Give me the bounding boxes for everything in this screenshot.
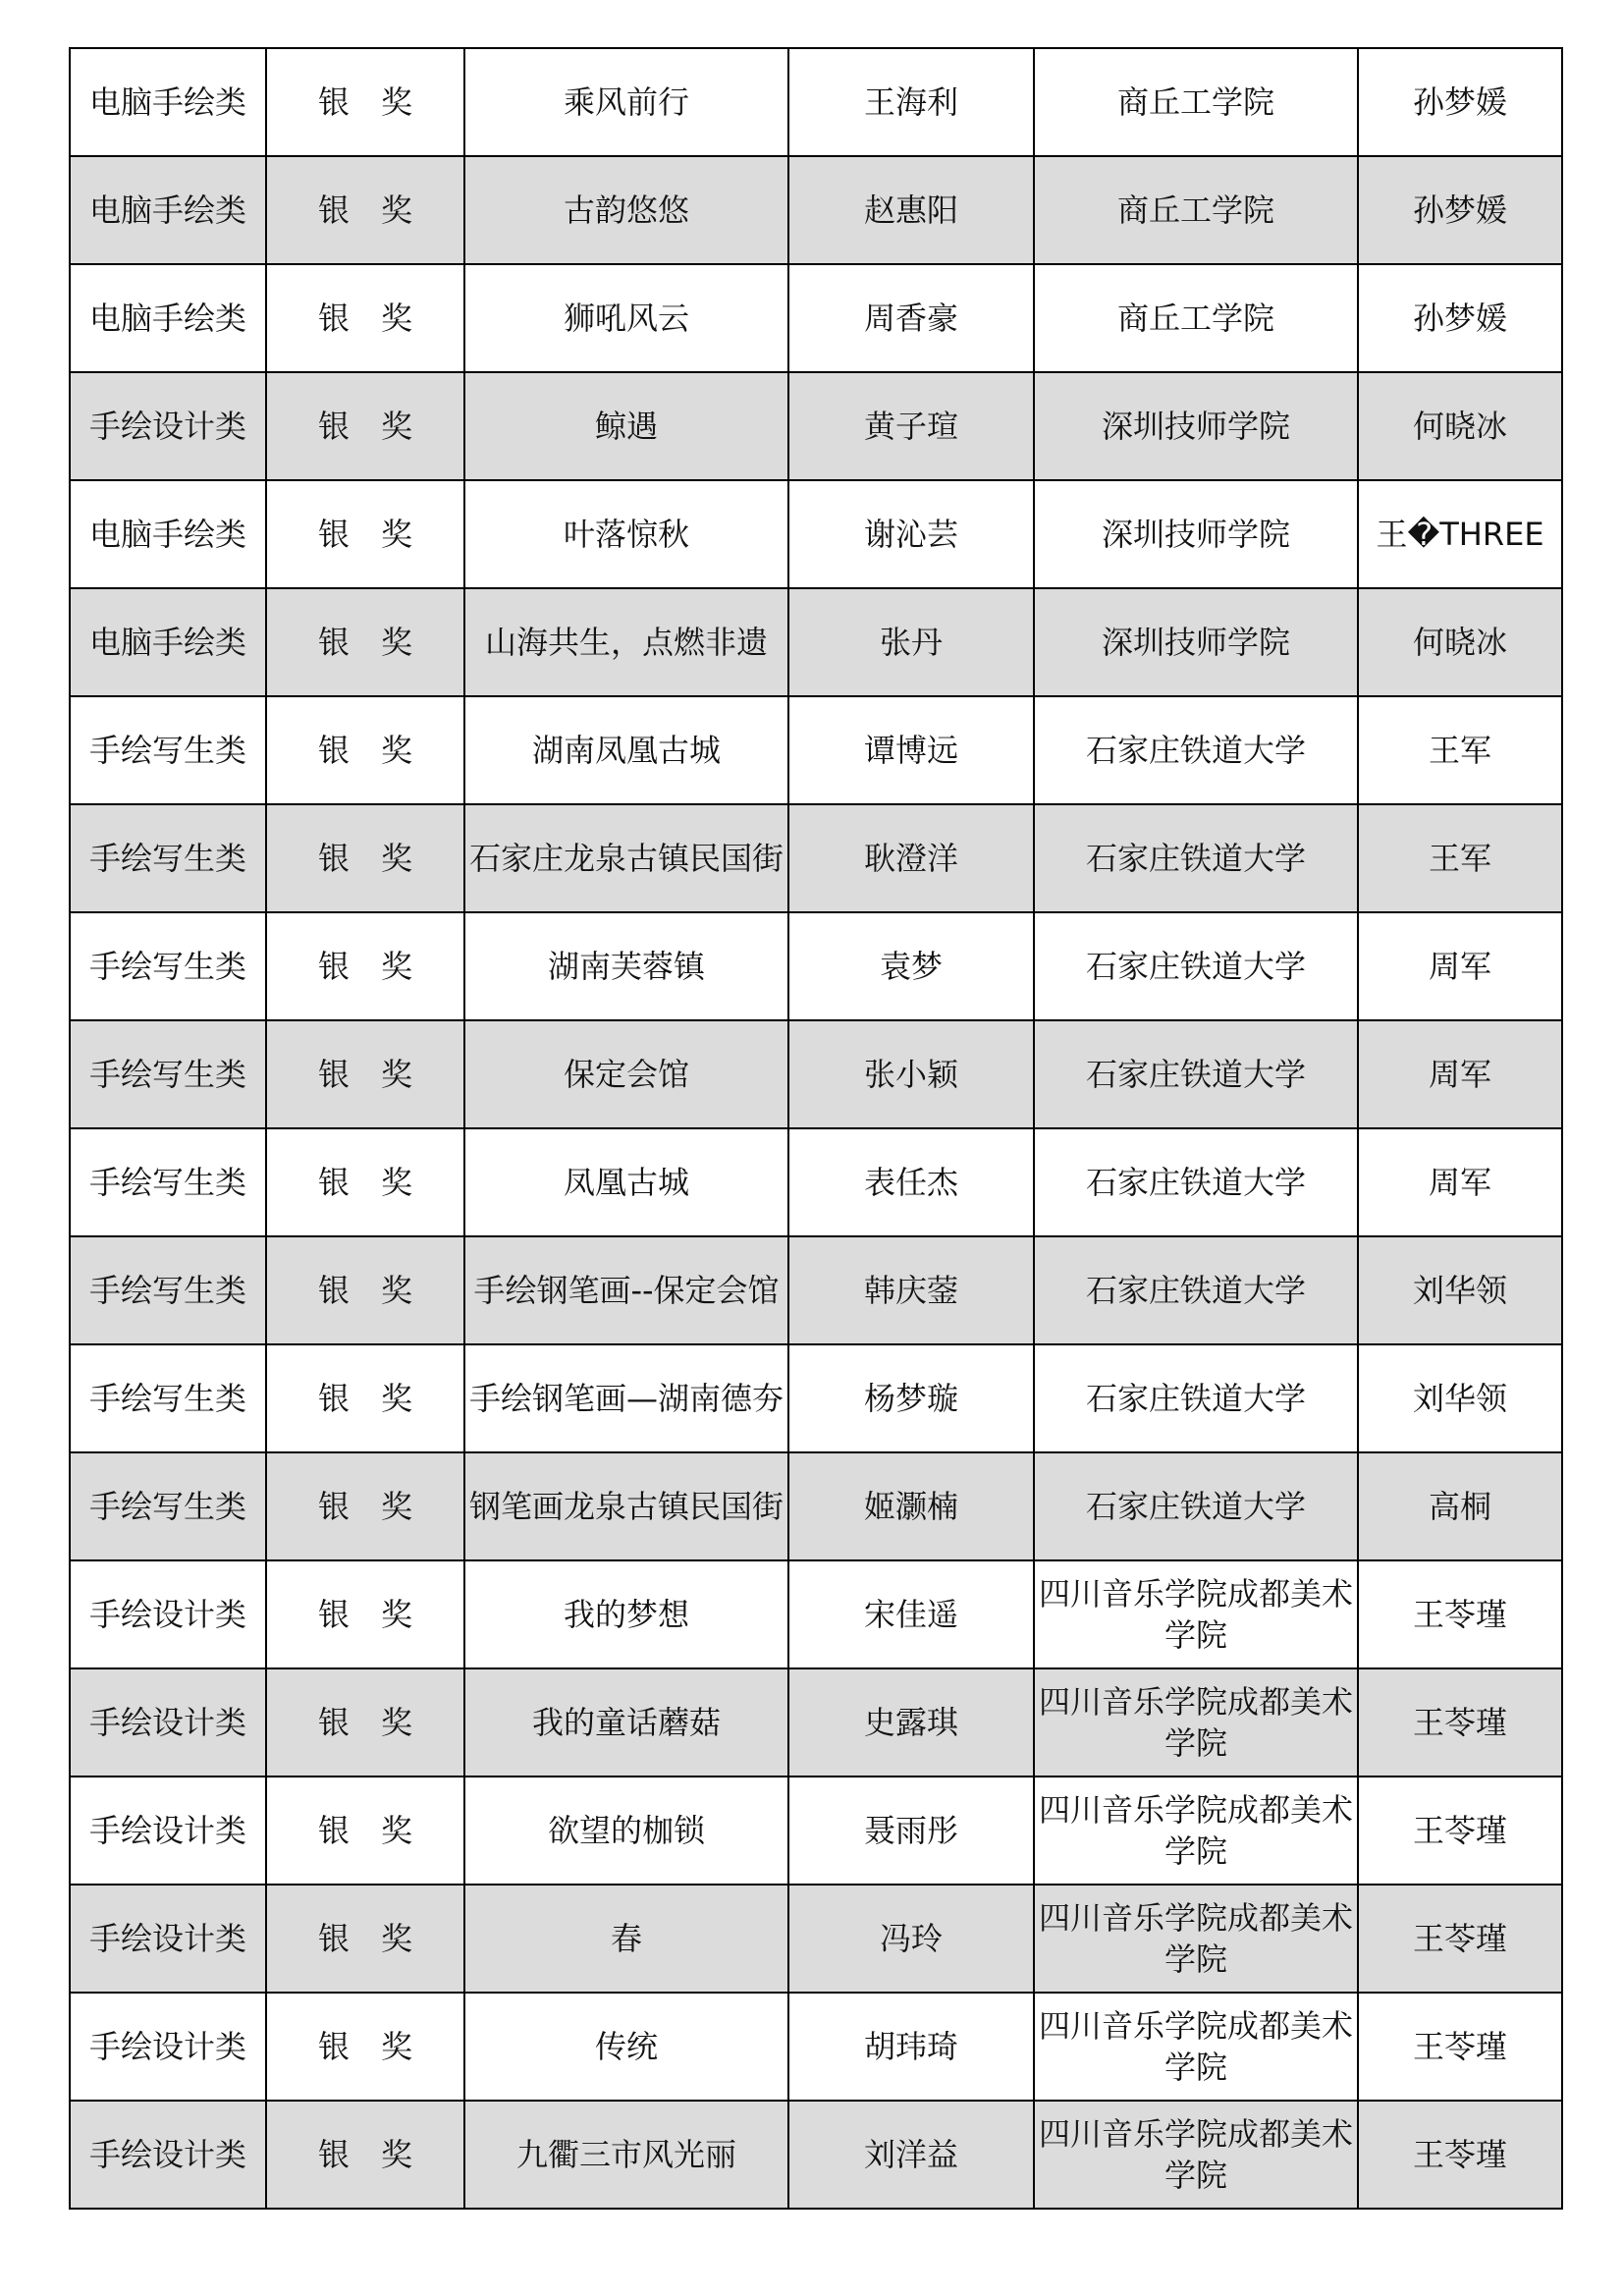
category-cell: 手绘设计类	[70, 1560, 266, 1668]
award-cell: 银 奖	[266, 1777, 464, 1885]
table-row	[70, 372, 1562, 480]
award-cell: 银 奖	[266, 1668, 464, 1777]
work-title-cell: 我的梦想	[464, 1560, 788, 1668]
author-cell: 谭博远	[788, 696, 1034, 804]
award-cell: 银 奖	[266, 372, 464, 480]
author-cell: 谢沁芸	[788, 480, 1034, 588]
award-cell: 银 奖	[266, 1236, 464, 1344]
award-cell: 银 奖	[266, 1560, 464, 1668]
advisor-cell: 何晓冰	[1358, 372, 1562, 480]
work-title-cell: 欲望的枷锁	[464, 1777, 788, 1885]
school-cell: 石家庄铁道大学	[1034, 1020, 1358, 1128]
table-row	[70, 1020, 1562, 1128]
advisor-cell: 王苓瑾	[1358, 2101, 1562, 2209]
award-cell: 银 奖	[266, 480, 464, 588]
award-cell: 银 奖	[266, 696, 464, 804]
table-row	[70, 804, 1562, 912]
work-title-cell: 手绘钢笔画--保定会馆	[464, 1236, 788, 1344]
advisor-cell: 刘华领	[1358, 1344, 1562, 1452]
author-cell: 张丹	[788, 588, 1034, 696]
author-cell: 刘洋益	[788, 2101, 1034, 2209]
advisor-cell: 王�THREE	[1358, 480, 1562, 588]
advisor-cell: 孙梦媛	[1358, 156, 1562, 264]
school-cell: 石家庄铁道大学	[1034, 1236, 1358, 1344]
table-row	[70, 1236, 1562, 1344]
advisor-cell: 周军	[1358, 1128, 1562, 1236]
advisor-cell: 王苓瑾	[1358, 1777, 1562, 1885]
school-cell: 商丘工学院	[1034, 264, 1358, 372]
category-cell: 电脑手绘类	[70, 156, 266, 264]
category-cell: 手绘写生类	[70, 1344, 266, 1452]
award-cell: 银 奖	[266, 2101, 464, 2209]
work-title-cell: 鲸遇	[464, 372, 788, 480]
table-row	[70, 1452, 1562, 1560]
work-title-cell: 春	[464, 1885, 788, 1993]
school-cell: 石家庄铁道大学	[1034, 912, 1358, 1020]
author-cell: 史露琪	[788, 1668, 1034, 1777]
school-cell: 四川音乐学院成都美术学院	[1034, 2101, 1358, 2209]
author-cell: 表任杰	[788, 1128, 1034, 1236]
category-cell: 手绘写生类	[70, 696, 266, 804]
award-cell: 银 奖	[266, 264, 464, 372]
author-cell: 胡玮琦	[788, 1993, 1034, 2101]
advisor-cell: 孙梦媛	[1358, 48, 1562, 156]
school-cell: 石家庄铁道大学	[1034, 1344, 1358, 1452]
table-row	[70, 1777, 1562, 1885]
author-cell: 耿澄洋	[788, 804, 1034, 912]
work-title-cell: 传统	[464, 1993, 788, 2101]
school-cell: 商丘工学院	[1034, 156, 1358, 264]
table-row	[70, 912, 1562, 1020]
category-cell: 手绘写生类	[70, 804, 266, 912]
table-row	[70, 1668, 1562, 1777]
award-cell: 银 奖	[266, 1993, 464, 2101]
author-cell: 袁梦	[788, 912, 1034, 1020]
advisor-cell: 刘华领	[1358, 1236, 1562, 1344]
category-cell: 手绘写生类	[70, 912, 266, 1020]
award-cell: 银 奖	[266, 1452, 464, 1560]
work-title-cell: 湖南凤凰古城	[464, 696, 788, 804]
award-cell: 银 奖	[266, 1128, 464, 1236]
advisor-cell: 王苓瑾	[1358, 1885, 1562, 1993]
school-cell: 石家庄铁道大学	[1034, 804, 1358, 912]
table-row	[70, 48, 1562, 156]
author-cell: 黄子瑄	[788, 372, 1034, 480]
award-cell: 银 奖	[266, 588, 464, 696]
award-cell: 银 奖	[266, 1020, 464, 1128]
school-cell: 石家庄铁道大学	[1034, 1452, 1358, 1560]
work-title-cell: 湖南芙蓉镇	[464, 912, 788, 1020]
school-cell: 石家庄铁道大学	[1034, 696, 1358, 804]
work-title-cell: 山海共生，点燃非遗	[464, 588, 788, 696]
table-row	[70, 1344, 1562, 1452]
work-title-cell: 手绘钢笔画—湖南德夯	[464, 1344, 788, 1452]
author-cell: 聂雨彤	[788, 1777, 1034, 1885]
awards-table-body	[70, 48, 1562, 2209]
award-cell: 银 奖	[266, 1344, 464, 1452]
advisor-cell: 王军	[1358, 804, 1562, 912]
author-cell: 张小颖	[788, 1020, 1034, 1128]
advisor-cell: 王苓瑾	[1358, 1560, 1562, 1668]
school-cell: 四川音乐学院成都美术学院	[1034, 1560, 1358, 1668]
award-cell: 银 奖	[266, 48, 464, 156]
table-row	[70, 480, 1562, 588]
work-title-cell: 石家庄龙泉古镇民国街	[464, 804, 788, 912]
category-cell: 手绘设计类	[70, 372, 266, 480]
table-row	[70, 2101, 1562, 2209]
work-title-cell: 九衢三市风光丽	[464, 2101, 788, 2209]
school-cell: 四川音乐学院成都美术学院	[1034, 1668, 1358, 1777]
category-cell: 手绘写生类	[70, 1128, 266, 1236]
author-cell: 冯玲	[788, 1885, 1034, 1993]
school-cell: 四川音乐学院成都美术学院	[1034, 1777, 1358, 1885]
school-cell: 四川音乐学院成都美术学院	[1034, 1885, 1358, 1993]
table-row	[70, 1560, 1562, 1668]
award-cell: 银 奖	[266, 1885, 464, 1993]
author-cell: 宋佳遥	[788, 1560, 1034, 1668]
author-cell: 韩庆蓥	[788, 1236, 1034, 1344]
table-row	[70, 1885, 1562, 1993]
author-cell: 杨梦璇	[788, 1344, 1034, 1452]
advisor-cell: 王苓瑾	[1358, 1993, 1562, 2101]
work-title-cell: 钢笔画龙泉古镇民国街	[464, 1452, 788, 1560]
advisor-cell: 何晓冰	[1358, 588, 1562, 696]
school-cell: 商丘工学院	[1034, 48, 1358, 156]
school-cell: 深圳技师学院	[1034, 588, 1358, 696]
author-cell: 王海利	[788, 48, 1034, 156]
author-cell: 赵惠阳	[788, 156, 1034, 264]
awards-table	[69, 47, 1563, 2210]
work-title-cell: 乘风前行	[464, 48, 788, 156]
work-title-cell: 凤凰古城	[464, 1128, 788, 1236]
award-cell: 银 奖	[266, 156, 464, 264]
school-cell: 石家庄铁道大学	[1034, 1128, 1358, 1236]
school-cell: 深圳技师学院	[1034, 480, 1358, 588]
advisor-cell: 王军	[1358, 696, 1562, 804]
advisor-cell: 高桐	[1358, 1452, 1562, 1560]
table-row	[70, 696, 1562, 804]
award-cell: 银 奖	[266, 804, 464, 912]
award-cell: 银 奖	[266, 912, 464, 1020]
school-cell: 四川音乐学院成都美术学院	[1034, 1993, 1358, 2101]
table-row	[70, 156, 1562, 264]
category-cell: 电脑手绘类	[70, 264, 266, 372]
category-cell: 电脑手绘类	[70, 480, 266, 588]
category-cell: 手绘写生类	[70, 1236, 266, 1344]
category-cell: 手绘设计类	[70, 1777, 266, 1885]
category-cell: 手绘设计类	[70, 1993, 266, 2101]
advisor-cell: 王苓瑾	[1358, 1668, 1562, 1777]
category-cell: 电脑手绘类	[70, 48, 266, 156]
work-title-cell: 保定会馆	[464, 1020, 788, 1128]
work-title-cell: 我的童话蘑菇	[464, 1668, 788, 1777]
category-cell: 手绘设计类	[70, 2101, 266, 2209]
author-cell: 周香豪	[788, 264, 1034, 372]
table-row	[70, 1993, 1562, 2101]
work-title-cell: 狮吼风云	[464, 264, 788, 372]
advisor-cell: 周军	[1358, 912, 1562, 1020]
table-row	[70, 264, 1562, 372]
table-row	[70, 588, 1562, 696]
category-cell: 手绘设计类	[70, 1885, 266, 1993]
category-cell: 手绘写生类	[70, 1020, 266, 1128]
advisor-cell: 孙梦媛	[1358, 264, 1562, 372]
work-title-cell: 古韵悠悠	[464, 156, 788, 264]
author-cell: 姬灏楠	[788, 1452, 1034, 1560]
work-title-cell: 叶落惊秋	[464, 480, 788, 588]
category-cell: 电脑手绘类	[70, 588, 266, 696]
category-cell: 手绘设计类	[70, 1668, 266, 1777]
advisor-cell: 周军	[1358, 1020, 1562, 1128]
school-cell: 深圳技师学院	[1034, 372, 1358, 480]
table-row	[70, 1128, 1562, 1236]
category-cell: 手绘写生类	[70, 1452, 266, 1560]
